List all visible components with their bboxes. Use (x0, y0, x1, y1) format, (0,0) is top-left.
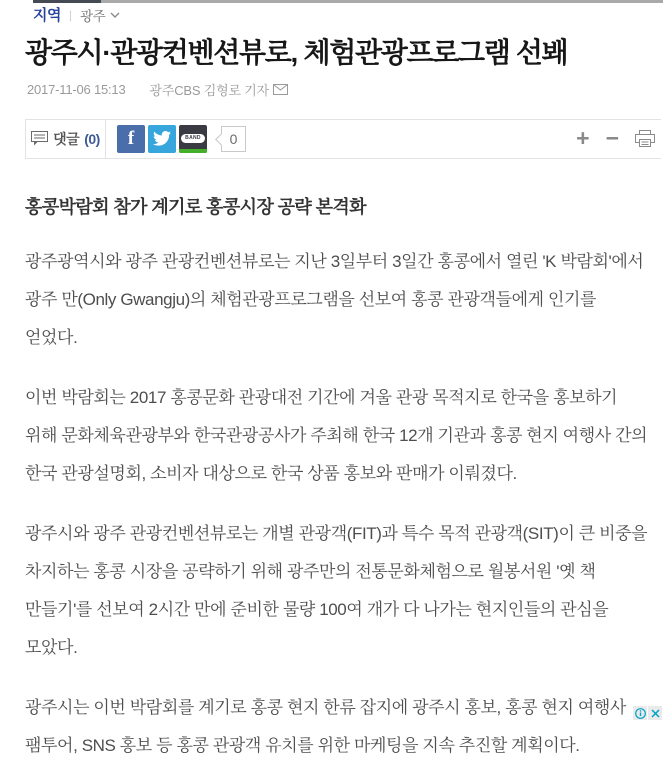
text-size-tools (576, 120, 655, 158)
email-icon (273, 84, 288, 95)
article-paragraph: 광주시는 이번 박람회를 계기로 홍콩 현지 한류 잡지에 광주시 홍보, 홍콩 현지 여행사 팸투어, SNS 홍보 등 홍콩 관광객 유치를 위한 마케팅을 지속 추진할 계획이다. (25, 697, 626, 755)
share-count-value: 0 (229, 130, 238, 147)
section-link[interactable]: 지역 (33, 7, 61, 24)
page-title: 광주시·관광컨벤션뷰로, 체험관광프로그램 선봬 (25, 37, 568, 68)
reporter-name: 광주CBS 김형로 기자 (149, 82, 269, 98)
comments-count: (0) (84, 130, 100, 147)
reporter-byline[interactable] (149, 80, 287, 99)
share-toolbar (25, 119, 661, 159)
band-share-button[interactable] (179, 125, 207, 153)
region-label: 광주 (80, 8, 106, 24)
adchoices-info-icon (635, 708, 646, 719)
close-icon (651, 709, 660, 718)
share-count-tail (215, 133, 228, 146)
article-paragraph: 광주시와 광주 관광컨벤션뷰로는 개별 관광객(FIT)과 특수 목적 관광객(SIT)이 큰 비중을 차지하는 홍콩 시장을 공략하기 위해 광주만의 전통문화체험으로 월봉서원 '옛 책 만들기'를 선보여 2시간 만에 준비한 물량 100여 개가 다 나가는 현지인들의 관심을 모았다. (25, 523, 648, 657)
share-buttons (117, 125, 246, 153)
article-subhead: 홍콩박람회 참가 계기로 홍콩시장 공략 본격화 (25, 196, 366, 217)
facebook-icon: f (127, 127, 135, 149)
ad-close-button[interactable] (648, 706, 662, 720)
facebook-share-button[interactable] (117, 125, 145, 153)
printer-icon (635, 130, 655, 148)
ad-badge (633, 706, 662, 720)
comments-button[interactable] (25, 120, 106, 158)
comment-bubble-icon (31, 131, 48, 146)
nav-bottom-rule (33, 0, 663, 3)
band-icon: BAND (181, 134, 205, 143)
band-icon-accent (179, 149, 207, 153)
font-decrease-button[interactable]: − (605, 125, 619, 152)
breadcrumb-separator: | (68, 7, 73, 22)
breadcrumb (0, 0, 663, 25)
chevron-down-icon (110, 12, 120, 18)
print-button[interactable] (635, 130, 655, 148)
publish-datetime: 2017-11-06 15:13 (27, 81, 126, 97)
font-increase-button[interactable]: + (576, 125, 590, 152)
adchoices-info-button[interactable] (633, 706, 647, 720)
article-body (25, 193, 648, 765)
region-dropdown[interactable] (80, 5, 120, 25)
share-count-bubble (221, 126, 246, 152)
twitter-icon (153, 131, 171, 146)
nav-active-rule (33, 0, 101, 3)
comments-label: 댓글 (53, 130, 80, 147)
article-paragraph: 광주광역시와 광주 관광컨벤션뷰로는 지난 3일부터 3일간 홍콩에서 열린 'K 박람회'에서 광주 만(Only Gwangju)의 체험관광프로그램을 선보여 홍콩 관광객들에게 인기를 얻었다. (25, 251, 644, 347)
twitter-share-button[interactable] (148, 125, 176, 153)
article-paragraph: 이번 박람회는 2017 홍콩문화 관광대전 기간에 겨울 관광 목적지로 한국을 홍보하기 위해 문화체육관광부와 한국관광공사가 주최해 한국 12개 기관과 홍콩 현지 여행사 간의 한국 관광설명회, 소비자 대상으로 한국 상품 홍보와 판매가 이뤄졌다. (25, 387, 648, 483)
article-meta (27, 80, 663, 99)
